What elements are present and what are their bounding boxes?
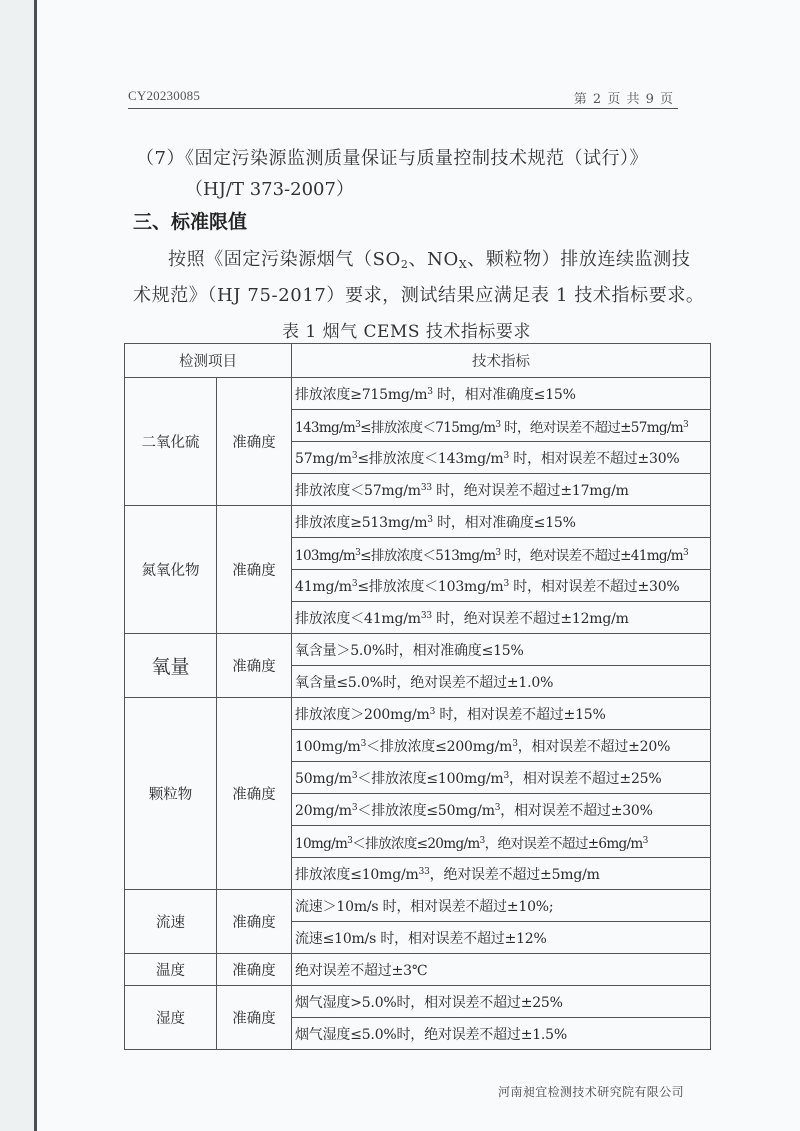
subscript: 2 <box>400 258 409 271</box>
spec-cell <box>292 698 711 730</box>
superscript: 3 <box>682 547 688 558</box>
superscript: 3 <box>426 482 432 493</box>
metric-type-cell: 准确度 <box>217 698 292 890</box>
paragraph-line-2: 术规范》（HJ 75-2017）要求，测试结果应满足表 1 技术指标要求。 <box>133 285 705 306</box>
superscript: 3 <box>426 610 432 621</box>
scan-page-edge <box>0 0 37 1131</box>
metric-type-cell: 准确度 <box>217 634 292 698</box>
superscript: 3 <box>424 866 430 877</box>
spec-cell <box>292 378 711 410</box>
text-run: 20mg/m <box>295 802 352 819</box>
superscript: 3 <box>503 578 510 589</box>
text-run: 排放浓度＞200mg/m <box>295 706 430 723</box>
superscript: 3 <box>503 770 510 781</box>
spec-cell <box>292 570 711 602</box>
document-number: CY20230085 <box>128 88 201 103</box>
superscript: 3 <box>512 738 518 749</box>
superscript: 3 <box>355 419 361 430</box>
text-run: ，绝对误差不超过±6mg/m <box>484 835 643 852</box>
spec-cell <box>292 986 711 1018</box>
text-run: 氧含量＞5.0%时，相对准确度≤15% <box>295 642 524 659</box>
test-item-cell: 氮氧化物 <box>125 506 217 634</box>
superscript: 3 <box>495 547 501 558</box>
spec-cell <box>292 890 711 922</box>
spec-cell <box>292 858 711 890</box>
superscript: 3 <box>351 578 358 589</box>
spec-cell <box>292 410 711 442</box>
text-run: 时，绝对误差不超过±57mg/m <box>500 419 683 436</box>
table-row <box>125 634 711 666</box>
test-item-cell: 颗粒物 <box>125 698 217 890</box>
text-run: ≤排放浓度＜143mg/m <box>357 450 504 467</box>
table-row <box>125 954 711 986</box>
superscript: 3 <box>494 802 501 813</box>
spec-cell <box>292 794 711 826</box>
text-run: ＜排放浓度≤20mg/m <box>352 835 480 852</box>
table-caption: 表 1 烟气 CEMS 技术指标要求 <box>282 322 531 342</box>
text-run: 排放浓度＜41mg/m <box>295 610 421 627</box>
text-run: 时，绝对误差不超过±41mg/m <box>500 547 683 564</box>
text-run: 时，绝对误差不超过±12mg/m <box>431 610 629 627</box>
text-run: ＜排放浓度≤100mg/m <box>357 770 504 787</box>
header-test-item: 检测项目 <box>125 344 292 378</box>
text-run: 烟气湿度≤5.0%时，绝对误差不超过±1.5% <box>295 1026 567 1043</box>
superscript: 3 <box>429 706 436 717</box>
subscript: X <box>458 258 468 271</box>
superscript: 3 <box>420 482 427 493</box>
text-run: 、NO <box>408 249 459 270</box>
test-item-cell: 氧量 <box>125 634 217 698</box>
reference-item-7-code: （HJ/T 373-2007） <box>185 179 354 200</box>
text-run: 流速＞10m/s 时，相对误差不超过±10%; <box>295 898 554 915</box>
text-run: ，绝对误差不超过±5mg/m <box>429 866 600 883</box>
page-indicator: 第 2 页 共 9 页 <box>573 92 674 107</box>
superscript: 3 <box>418 866 425 877</box>
text-run: ＜排放浓度≤50mg/m <box>357 802 495 819</box>
test-item-cell: 温度 <box>125 954 217 986</box>
text-run: ，相对误差不超过±20% <box>517 738 671 755</box>
spec-cell <box>292 826 711 858</box>
superscript: 3 <box>479 835 485 846</box>
page-header <box>128 86 678 109</box>
text-run: 时，相对误差不超过±30% <box>509 450 680 467</box>
text-run: 41mg/m <box>295 578 352 595</box>
header-technical-spec: 技术指标 <box>292 344 711 378</box>
spec-cell <box>292 538 711 570</box>
spec-cell <box>292 762 711 794</box>
cems-requirements-table <box>124 343 711 1050</box>
section-title: 三、标准限值 <box>133 211 248 233</box>
table-row <box>125 506 711 538</box>
text-run: ≤排放浓度＜103mg/m <box>357 578 504 595</box>
spec-cell <box>292 506 711 538</box>
superscript: 3 <box>360 738 367 749</box>
table-header-row <box>125 344 711 378</box>
superscript: 3 <box>495 419 501 430</box>
metric-type-cell: 准确度 <box>217 378 292 506</box>
superscript: 3 <box>351 802 358 813</box>
text-run: 按照《固定污染源烟气（SO <box>168 249 401 270</box>
spec-cell <box>292 634 711 666</box>
superscript: 3 <box>351 770 358 781</box>
text-run: 57mg/m <box>295 450 352 467</box>
text-run: 时，相对误差不超过±30% <box>509 578 680 595</box>
text-run: 时，相对准确度≤15% <box>432 386 576 403</box>
test-item-cell: 二氧化硫 <box>125 378 217 506</box>
text-run: 时，相对准确度≤15% <box>432 514 576 531</box>
spec-cell <box>292 954 711 986</box>
text-run: 排放浓度≥513mg/m <box>295 514 428 531</box>
superscript: 3 <box>503 450 510 461</box>
spec-cell <box>292 602 711 634</box>
table-row <box>125 890 711 922</box>
table-row <box>125 986 711 1018</box>
superscript: 3 <box>427 514 433 525</box>
superscript: 3 <box>355 547 361 558</box>
metric-type-cell: 准确度 <box>217 506 292 634</box>
superscript: 3 <box>642 835 648 846</box>
metric-type-cell: 准确度 <box>217 986 292 1050</box>
text-run: 时，相对误差不超过±15% <box>435 706 606 723</box>
test-item-cell: 流速 <box>125 890 217 954</box>
text-run: ＜排放浓度≤200mg/m <box>366 738 513 755</box>
paragraph-line-1 <box>168 245 690 271</box>
text-run: ≤排放浓度＜715mg/m <box>360 419 496 436</box>
text-run: 时，绝对误差不超过±17mg/m <box>431 482 629 499</box>
text-run: 烟气湿度>5.0%时，相对误差不超过±25% <box>295 994 563 1011</box>
table-row <box>125 698 711 730</box>
text-run: 排放浓度≤10mg/m <box>295 866 419 883</box>
test-item-cell: 湿度 <box>125 986 217 1050</box>
text-run: ≤排放浓度＜513mg/m <box>360 547 496 564</box>
superscript: 3 <box>347 835 353 846</box>
text-run: 100mg/m <box>295 738 361 755</box>
superscript: 3 <box>420 610 427 621</box>
text-run: 排放浓度≥715mg/m <box>295 386 428 403</box>
text-run: 氧含量≤5.0%时，绝对误差不超过±1.0% <box>295 674 554 691</box>
text-run: 50mg/m <box>295 770 352 787</box>
text-run: 10mg/m <box>295 835 348 852</box>
text-run: ，相对误差不超过±30% <box>500 802 653 819</box>
text-run: 、颗粒物）排放连续监测技 <box>467 249 691 270</box>
table-row <box>125 378 711 410</box>
spec-cell <box>292 730 711 762</box>
spec-cell <box>292 474 711 506</box>
reference-item-7: （7）《固定污染源监测质量保证与质量控制技术规范（试行）》 <box>136 148 648 169</box>
text-run: ，相对误差不超过±25% <box>509 770 662 787</box>
spec-cell <box>292 1018 711 1050</box>
superscript: 3 <box>427 386 433 397</box>
text-run: 绝对误差不超过±3℃ <box>295 962 428 979</box>
spec-cell <box>292 442 711 474</box>
company-footer: 河南昶宜检测技术研究院有限公司 <box>498 1085 685 1099</box>
metric-type-cell: 准确度 <box>217 954 292 986</box>
text-run: 103mg/m <box>295 547 356 564</box>
text-run: 143mg/m <box>295 419 356 436</box>
spec-cell <box>292 666 711 698</box>
text-run: 排放浓度＜57mg/m <box>295 482 421 499</box>
spec-cell <box>292 922 711 954</box>
metric-type-cell: 准确度 <box>217 890 292 954</box>
superscript: 3 <box>682 419 688 430</box>
text-run: 流速≤10m/s 时，相对误差不超过±12% <box>295 930 547 947</box>
superscript: 3 <box>351 450 358 461</box>
